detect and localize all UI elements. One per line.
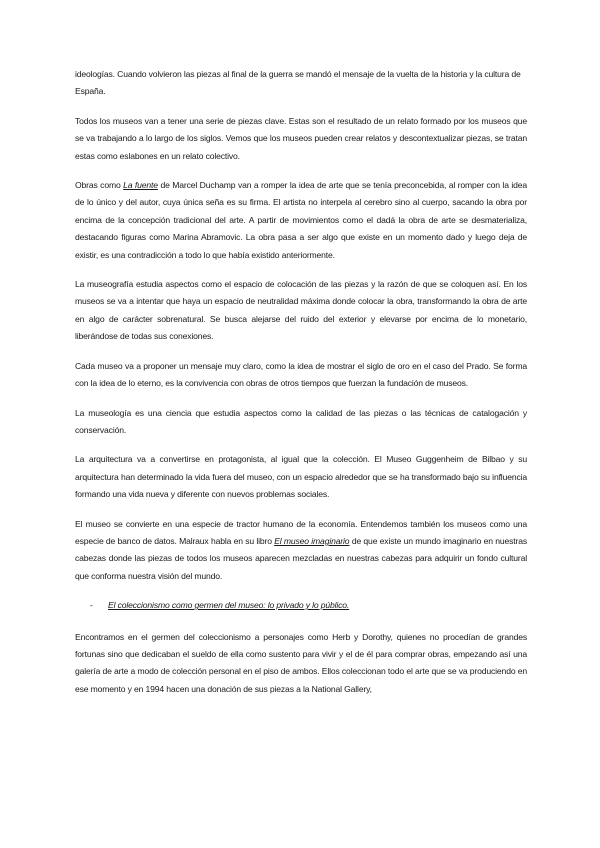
artwork-title-la-fuente: La fuente bbox=[123, 180, 158, 191]
paragraph-text: de Marcel Duchamp van a romper la idea de arte que se tenía preconcebida, al romper con la idea de lo único y del autor, cuya única seña es su firma. El artista no interpela al cerebro sino al cuerpo, sacando la obra por encima de la concepción tradicional del arte. A partir de movimientos como el dadá la obra de arte se desmaterializa, destacando figuras como Marina Abramovic. La obra pasa a ser algo que existe en un momento dado y luego deja de existir, es una contradicción a todo lo que había existido anteriormente. bbox=[75, 180, 528, 260]
paragraph-text: Encontramos en el germen del coleccionismo a personajes como Herb y Dorothy, quienes no procedían de grandes fortunas sino que dedicaban el sueldo de ella como sustento para vivir y el de él para comprar obras, empezando así una galería de arte a modo de colección personal en el piso de ambos. Ellos coleccionan todo el arte que se va produciendo en ese momento y en 1994 hacen una donación de sus piezas a la National Gallery, bbox=[75, 631, 527, 694]
section-heading-text: El coleccionismo como germen del museo: lo privado y lo público. bbox=[108, 600, 350, 611]
paragraph-text: La museología es una ciencia que estudia aspectos como la calidad de las piezas o las técnicas de catalogación y conservación. bbox=[75, 407, 527, 435]
paragraph-7 bbox=[75, 451, 527, 503]
paragraph-1 bbox=[75, 66, 527, 101]
paragraph-text: Cada museo va a proponer un mensaje muy claro, como la idea de mostrar el siglo de oro en el caso del Prado. Se forma con la idea de lo eterno, es la convivencia con obras de otros tiempos que fuerzan la fundación de museos. bbox=[75, 360, 527, 389]
book-title-el-museo-imaginario: El museo imaginario bbox=[274, 535, 350, 546]
paragraph-text: ideologías. Cuando volvieron las piezas al final de la guerra se mandó el mensaje de la vuelta de la historia y la cultura de España. bbox=[75, 69, 521, 97]
paragraph-text: La arquitectura va a convertirse en protagonista, al igual que la colección. El Museo Guggenheim de Bilbao y su arquitectura han determinado la vida fuera del museo, con un espacio alrededor que se ha transformado bajo su influencia formando una vida nueva y diferente con nuevos problemas sociales. bbox=[75, 454, 527, 500]
paragraph-8 bbox=[75, 516, 527, 586]
paragraph-text: de que existe un mundo imaginario en nuestras cabezas donde las piezas de todos los museos aparecen mezcladas en nuestras cabezas para adquirir un fondo cultural que conforma nuestra visión del mundo. bbox=[75, 535, 527, 581]
document-body bbox=[75, 66, 527, 710]
paragraph-final bbox=[75, 629, 527, 699]
paragraph-6 bbox=[75, 405, 527, 440]
paragraph-text: Obras como bbox=[75, 180, 124, 191]
paragraph-3 bbox=[75, 177, 527, 264]
paragraph-4 bbox=[75, 276, 527, 346]
list-bullet: - bbox=[90, 600, 93, 611]
paragraph-2 bbox=[75, 113, 527, 165]
paragraph-text: La museografía estudia aspectos como el espacio de colocación de las piezas y la razón de que se coloquen así. En los museos se va a intentar que haya un espacio de neutralidad máxima donde colocar la obra, transformando la obra de arte en algo de carácter sobrenatural. Se busca alejarse del ruido del exterior y elevarse por encima de lo monetario, liberándose de todas sus conexiones. bbox=[75, 279, 527, 342]
section-heading-list-item bbox=[75, 597, 527, 614]
paragraph-text: Todos los museos van a tener una serie de piezas clave. Estas son el resultado de un relato formado por los museos que se va trabajando a lo largo de los siglos. Vemos que los museos pueden crear relatos y descontextualizar piezas, se tratan estas como eslabones en un relato colectivo. bbox=[75, 115, 527, 161]
paragraph-5 bbox=[75, 358, 527, 393]
paragraph-text: El museo se convierte en una especie de tractor humano de la economía. Entendemos también los museos como una especie de banco de datos. Malraux habla en su libro bbox=[75, 518, 527, 546]
